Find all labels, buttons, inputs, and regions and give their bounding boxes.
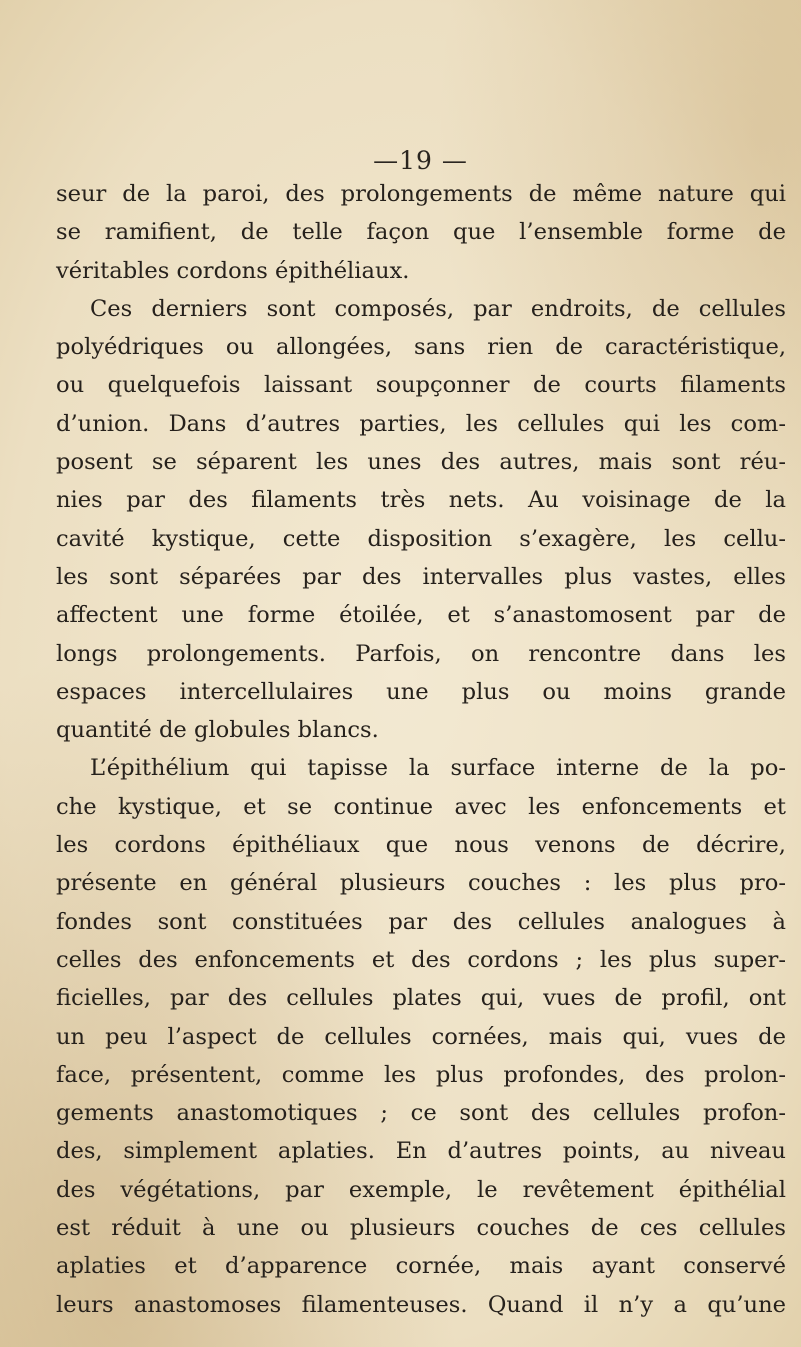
text-line: un peu l’aspect de cellules cornées, mais qui, vues de [56, 1023, 786, 1050]
text-line: se ramifient, de telle façon que l’ensemble forme de [56, 219, 786, 246]
text-line: est réduit à une ou plusieurs couches de ces cellules [56, 1215, 786, 1242]
text-line: quantité de globules blancs. [56, 717, 379, 744]
text-line: polyédriques ou allongées, sans rien de caractéristique, [56, 334, 786, 361]
text-line: ficielles, par des cellules plates qui, vues de profil, ont [56, 985, 786, 1012]
text-line: les sont séparées par des intervalles plus vastes, elles [56, 563, 786, 590]
text-line: les cordons épithéliaux que nous venons de décrire, [56, 832, 786, 859]
text-line: des végétations, par exemple, le revêtement épithélial [56, 1176, 786, 1203]
text-line: des, simplement aplaties. En d’autres points, au niveau [56, 1138, 786, 1165]
text-line: Ces derniers sont composés, par endroits, de cellules [90, 295, 786, 322]
text-line: longs prolongements. Parfois, on rencontre dans les [56, 640, 786, 667]
page-number: —19 — [373, 146, 468, 175]
text-line: d’union. Dans d’autres parties, les cellules qui les com- [56, 410, 786, 437]
text-line: cavité kystique, cette disposition s’exagère, les cellu- [56, 525, 786, 552]
text-line: gements anastomotiques ; ce sont des cellules profon- [56, 1100, 786, 1127]
text-line: leurs anastomoses filamenteuses. Quand il n’y a qu’une [56, 1291, 786, 1318]
text-line: aplaties et d’apparence cornée, mais ayant conservé [56, 1253, 786, 1280]
text-line: nies par des filaments très nets. Au voisinage de la [56, 487, 786, 514]
text-line: véritables cordons épithéliaux. [56, 257, 410, 284]
text-line: espaces intercellulaires une plus ou moins grande [56, 678, 786, 705]
text-line: présente en général plusieurs couches : les plus pro- [56, 870, 786, 897]
text-line: face, présentent, comme les plus profondes, des prolon- [56, 1061, 786, 1088]
text-line: posent se séparent les unes des autres, mais sont réu- [56, 449, 786, 476]
body-text [56, 175, 786, 1324]
text-line: affectent une forme étoilée, et s’anastomosent par de [56, 602, 786, 629]
text-line: L’épithélium qui tapisse la surface interne de la po- [90, 755, 786, 782]
text-line: seur de la paroi, des prolongements de même nature qui [56, 181, 786, 207]
text-line: ou quelquefois laissant soupçonner de courts filaments [56, 372, 786, 399]
text-line: fondes sont constituées par des cellules analogues à [56, 908, 786, 935]
text-line: che kystique, et se continue avec les enfoncements et [56, 793, 786, 820]
text-line: celles des enfoncements et des cordons ; les plus super- [56, 946, 786, 973]
